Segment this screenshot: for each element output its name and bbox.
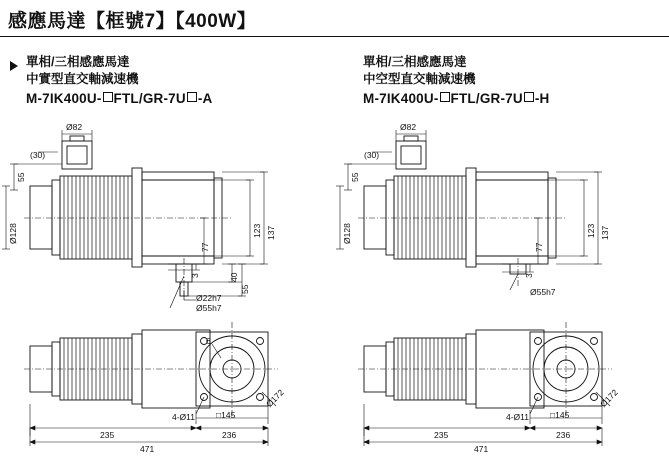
right-model-suffix: -H bbox=[534, 91, 550, 106]
left-shaft-d22h7: Ø22h7 bbox=[196, 293, 222, 303]
left-dim-236: 236 bbox=[222, 430, 237, 440]
right-dim-236: 236 bbox=[556, 430, 571, 440]
right-dim-sq145: □145 bbox=[550, 410, 570, 420]
right-model-prefix: M-7IK400U- bbox=[363, 91, 439, 106]
page-title: 感應馬達【框號7】【400W】 bbox=[8, 11, 257, 32]
right-dim-471: 471 bbox=[474, 444, 489, 454]
left-dim-4xd11: 4-Ø11 bbox=[172, 412, 195, 422]
left-dim-d128: Ø128 bbox=[8, 223, 18, 244]
left-dim-123: 123 bbox=[252, 223, 262, 238]
right-dim-d82: Ø82 bbox=[400, 122, 417, 132]
left-dim-55: 55 bbox=[16, 172, 26, 182]
left-dim-d82: Ø82 bbox=[66, 122, 83, 132]
right-dim-123: 123 bbox=[586, 223, 596, 238]
left-dim-30: (30) bbox=[30, 150, 46, 160]
right-shaft-d55h7: Ø55h7 bbox=[530, 287, 556, 297]
left-shaft-d55h7: Ø55h7 bbox=[196, 303, 222, 313]
right-dim-137: 137 bbox=[600, 225, 610, 240]
right-dim-3: 3 bbox=[524, 273, 534, 278]
right-dim-d128: Ø128 bbox=[342, 223, 352, 244]
right-dim-4xd11: 4-Ø11 bbox=[506, 412, 529, 422]
left-dim-471: 471 bbox=[140, 444, 155, 454]
left-header-line2: 中實型直交軸減速機 bbox=[26, 72, 139, 86]
left-dim-137: 137 bbox=[266, 225, 276, 240]
left-header-line1: 單相/三相感應馬達 bbox=[26, 55, 130, 69]
right-dim-55: 55 bbox=[350, 172, 360, 182]
right-header-line2: 中空型直交軸減速機 bbox=[363, 72, 476, 86]
left-dim-3: 3 bbox=[190, 273, 200, 278]
left-dim-d172: Ø172 bbox=[264, 387, 286, 410]
right-dim-30: (30) bbox=[364, 150, 380, 160]
left-model-middle: FTL/GR-7U bbox=[113, 91, 186, 106]
left-dim-77: 77 bbox=[200, 242, 210, 252]
left-dim-40: 40 bbox=[229, 272, 239, 282]
right-model-middle: FTL/GR-7U bbox=[450, 91, 523, 106]
right-dim-77: 77 bbox=[534, 242, 544, 252]
left-dim-6: 6 bbox=[206, 336, 211, 346]
left-model-suffix: -A bbox=[197, 91, 213, 106]
right-header-line1: 單相/三相感應馬達 bbox=[363, 55, 467, 69]
right-dim-d172: Ø172 bbox=[598, 387, 620, 410]
right-dim-235: 235 bbox=[434, 430, 449, 440]
left-model-prefix: M-7IK400U- bbox=[26, 91, 102, 106]
left-dim-235: 235 bbox=[100, 430, 115, 440]
left-dim-55b: 55 bbox=[240, 284, 250, 294]
left-dim-sq145: □145 bbox=[216, 410, 236, 420]
